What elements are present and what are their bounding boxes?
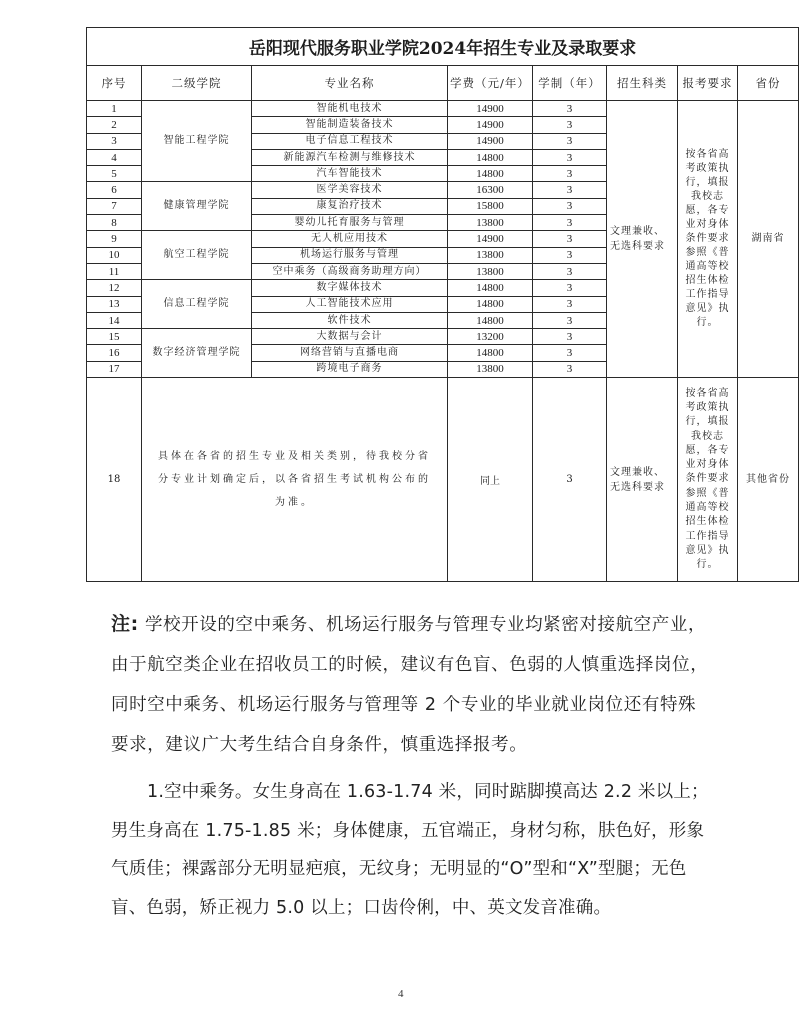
major-name: 网络营销与直播电商 [252, 345, 448, 361]
tuition-fee: 14800 [448, 312, 533, 328]
major-name: 跨境电子商务 [252, 361, 448, 377]
row-number: 4 [87, 149, 142, 165]
tuition-fee: 16300 [448, 182, 533, 198]
study-years: 3 [533, 247, 607, 263]
major-name: 智能制造装备技术 [252, 117, 448, 133]
major-name: 医学美容技术 [252, 182, 448, 198]
tuition-fee: 13200 [448, 329, 533, 345]
tuition-fee: 14900 [448, 133, 533, 149]
tuition-fee: 15800 [448, 198, 533, 214]
header-row [87, 66, 799, 101]
row-number: 11 [87, 263, 142, 279]
study-years: 3 [533, 361, 607, 377]
study-years: 3 [533, 166, 607, 182]
row-number: 9 [87, 231, 142, 247]
major-name: 新能源汽车检测与维修技术 [252, 149, 448, 165]
college-name: 信息工程学院 [142, 280, 252, 329]
note-paragraph-2: 1.空中乘务。女生身高在 1.63-1.74 米，同时踮脚摸高达 2.2 米以上；男生身高在 1.75-1.85 米；身体健康，五官端正，身材匀称，肤色好，形象气质佳；裸露部分无明显疤痕，无纹身；无明显的“O”型和“X”型腿；无色盲、色弱，矫正视力 5.0 以上；口齿伶俐，中、英文发音准确。 [111, 782, 709, 918]
header-province: 省份 [738, 66, 799, 101]
study-years: 3 [533, 231, 607, 247]
tuition-fee: 13800 [448, 247, 533, 263]
enrollment-category-text: 文理兼收、无选科要求 [610, 226, 665, 253]
major-name: 空中乘务（高级商务助理方向） [252, 263, 448, 279]
tuition-fee: 14900 [448, 231, 533, 247]
major-name: 智能机电技术 [252, 101, 448, 117]
tuition-fee: 13800 [448, 361, 533, 377]
college-name: 健康管理学院 [142, 182, 252, 231]
row-number: 10 [87, 247, 142, 263]
row-number: 15 [87, 329, 142, 345]
row-number: 17 [87, 361, 142, 377]
enrollment-category [607, 378, 678, 582]
header-no: 序号 [87, 66, 142, 101]
major-name: 汽车智能技术 [252, 166, 448, 182]
row-number: 16 [87, 345, 142, 361]
study-years: 3 [533, 378, 607, 582]
row-number: 6 [87, 182, 142, 198]
study-years: 3 [533, 149, 607, 165]
study-years: 3 [533, 215, 607, 231]
application-requirement-text: 按各省高考政策执行，填报我校志愿，各专业对身体条件要求参照《普通高等校招生体检工作指导意见》执行。 [685, 149, 730, 329]
tuition-fee: 13800 [448, 263, 533, 279]
row-number: 3 [87, 133, 142, 149]
college-name: 航空工程学院 [142, 231, 252, 280]
major-name: 数字媒体技术 [252, 280, 448, 296]
college-name: 智能工程学院 [142, 101, 252, 182]
enrollment-category [607, 101, 678, 378]
application-requirement-text: 按各省高考政策执行，填报我校志愿，各专业对身体条件要求参照《普通高等校招生体检工作指导意见》执行。 [685, 387, 730, 571]
study-years: 3 [533, 117, 607, 133]
major-name: 软件技术 [252, 312, 448, 328]
tuition-fee: 14800 [448, 296, 533, 312]
header-category: 招生科类 [607, 66, 678, 101]
row-number: 13 [87, 296, 142, 312]
note-paragraph-1 [111, 604, 711, 765]
table-row [87, 101, 799, 117]
tuition-fee: 14800 [448, 280, 533, 296]
notes-section [111, 604, 711, 927]
tuition-fee: 14900 [448, 101, 533, 117]
table-row-other-provinces [87, 378, 799, 582]
note-text-1: 学校开设的空中乘务、机场运行服务与管理专业均紧密对接航空产业，由于航空类企业在招收员工的时候，建议有色盲、色弱的人慎重选择岗位，同时空中乘务、机场运行服务与管理等 2 个专业的毕业就业岗位还有特殊要求，建议广大考生结合自身条件，慎重选择报考。 [111, 615, 709, 755]
header-college: 二级学院 [142, 66, 252, 101]
row-number: 8 [87, 215, 142, 231]
province-other: 其他省份 [738, 378, 799, 582]
study-years: 3 [533, 280, 607, 296]
study-years: 3 [533, 101, 607, 117]
tuition-fee: 同上 [448, 378, 533, 582]
study-years: 3 [533, 263, 607, 279]
row-number: 1 [87, 101, 142, 117]
page-number: 4 [398, 988, 404, 1000]
header-requirement: 报考要求 [678, 66, 738, 101]
study-years: 3 [533, 312, 607, 328]
row-number: 5 [87, 166, 142, 182]
province-hunan: 湖南省 [738, 101, 799, 378]
enrollment-category-text: 文理兼收、无选科要求 [610, 466, 665, 493]
tuition-fee: 14800 [448, 345, 533, 361]
header-duration: 学制（年） [533, 66, 607, 101]
row-number: 7 [87, 198, 142, 214]
tuition-fee: 14900 [448, 117, 533, 133]
major-name: 大数据与会计 [252, 329, 448, 345]
major-name: 电子信息工程技术 [252, 133, 448, 149]
tuition-fee: 13800 [448, 215, 533, 231]
major-name: 无人机应用技术 [252, 231, 448, 247]
study-years: 3 [533, 296, 607, 312]
major-name: 机场运行服务与管理 [252, 247, 448, 263]
study-years: 3 [533, 133, 607, 149]
row-number: 18 [87, 378, 142, 582]
table-title: 岳阳现代服务职业学院2024年招生专业及录取要求 [87, 28, 799, 66]
major-name: 人工智能技术应用 [252, 296, 448, 312]
row-number: 14 [87, 312, 142, 328]
header-major: 专业名称 [252, 66, 448, 101]
major-name: 康复治疗技术 [252, 198, 448, 214]
major-name: 婴幼儿托育服务与管理 [252, 215, 448, 231]
college-name: 数字经济管理学院 [142, 329, 252, 378]
admission-table-container [86, 27, 798, 582]
tuition-fee: 14800 [448, 149, 533, 165]
study-years: 3 [533, 182, 607, 198]
note-lead: 注: [111, 613, 139, 635]
study-years: 3 [533, 329, 607, 345]
application-requirement [678, 101, 738, 378]
other-provinces-description: 具体在各省的招生专业及相关类别，待我校分省分专业计划确定后，以各省招生考试机构公布的为准。 [142, 378, 448, 582]
application-requirement [678, 378, 738, 582]
row-number: 2 [87, 117, 142, 133]
header-fee: 学费（元/年） [448, 66, 533, 101]
study-years: 3 [533, 198, 607, 214]
row-number: 12 [87, 280, 142, 296]
tuition-fee: 14800 [448, 166, 533, 182]
admission-table [86, 27, 799, 582]
study-years: 3 [533, 345, 607, 361]
